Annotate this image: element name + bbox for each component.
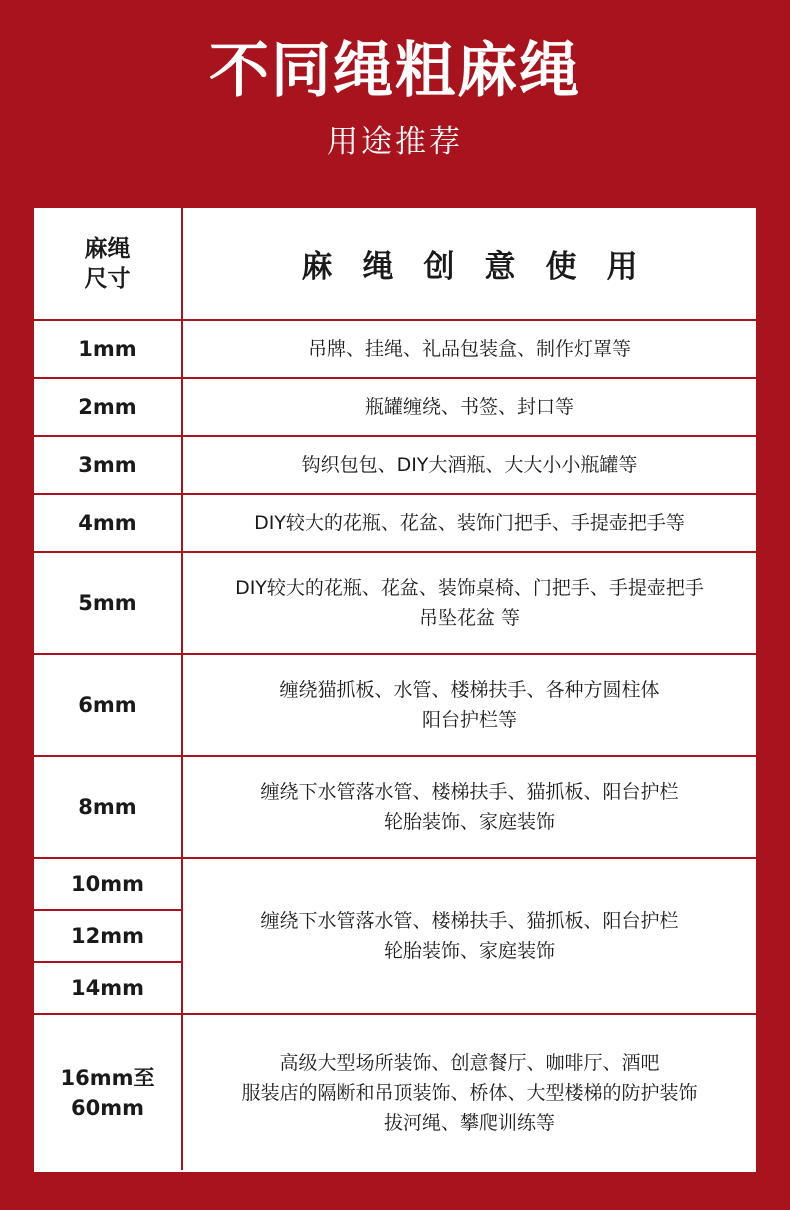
use-line: 轮胎装饰、家庭装饰	[383, 940, 555, 962]
usage-table-container	[34, 208, 756, 1172]
use-line: DIY较大的花瓶、花盆、装饰桌椅、门把手、手提壶把手	[235, 577, 704, 599]
table-row	[34, 436, 756, 494]
table-row	[34, 552, 756, 654]
table-row	[34, 494, 756, 552]
usage-table	[34, 208, 756, 1170]
header-size-line1: 麻绳	[84, 235, 131, 262]
use-cell	[182, 494, 756, 552]
page-subtitle: 用途推荐	[327, 124, 463, 160]
table-row	[34, 1014, 756, 1170]
size-cell: 14mm	[34, 962, 182, 1014]
use-line: 缠绕下水管落水管、楼梯扶手、猫抓板、阳台护栏	[260, 781, 679, 803]
use-line: 吊牌、挂绳、礼品包装盒、制作灯罩等	[307, 338, 631, 360]
table-row	[34, 378, 756, 436]
table-row	[34, 858, 756, 910]
use-line: 拔河绳、攀爬训练等	[383, 1111, 555, 1134]
size-cell	[34, 1014, 182, 1170]
size-cell: 2mm	[34, 378, 182, 436]
size-line: 60mm	[71, 1095, 144, 1120]
size-cell: 6mm	[34, 654, 182, 756]
table-header-row	[34, 208, 756, 320]
size-cell: 5mm	[34, 552, 182, 654]
use-cell	[182, 320, 756, 378]
table-row	[34, 756, 756, 858]
use-line: 阳台护栏等	[421, 709, 517, 731]
use-cell	[182, 1014, 756, 1170]
use-cell	[182, 552, 756, 654]
header-use-cell: 麻绳创意使用	[182, 208, 756, 320]
page-title: 不同绳粗麻绳	[209, 36, 581, 106]
use-cell	[182, 858, 756, 1014]
use-line: 钩织包包、DIY大酒瓶、大大小小瓶罐等	[301, 454, 638, 476]
use-line: 瓶罐缠绕、书签、封口等	[364, 396, 574, 418]
table-row	[34, 654, 756, 756]
header-size-line2: 尺寸	[84, 265, 131, 292]
size-cell: 10mm	[34, 858, 182, 910]
header-size-cell	[34, 208, 182, 320]
use-line: 缠绕下水管落水管、楼梯扶手、猫抓板、阳台护栏	[260, 910, 679, 932]
size-cell: 8mm	[34, 756, 182, 858]
use-line: 吊坠花盆 等	[418, 607, 521, 629]
use-cell	[182, 654, 756, 756]
size-line: 16mm至	[60, 1065, 155, 1090]
size-cell: 3mm	[34, 436, 182, 494]
table-row	[34, 320, 756, 378]
use-cell	[182, 436, 756, 494]
size-cell: 4mm	[34, 494, 182, 552]
use-line: 服装店的隔断和吊顶装饰、桥体、大型楼梯的防护装饰	[241, 1081, 698, 1104]
use-cell	[182, 756, 756, 858]
use-cell	[182, 378, 756, 436]
use-line: 高级大型场所装饰、创意餐厅、咖啡厅、酒吧	[279, 1051, 660, 1074]
use-line: DIY较大的花瓶、花盆、装饰门把手、手提壶把手等	[254, 512, 685, 534]
use-line: 缠绕猫抓板、水管、楼梯扶手、各种方圆柱体	[279, 679, 660, 701]
size-cell: 1mm	[34, 320, 182, 378]
size-cell: 12mm	[34, 910, 182, 962]
use-line: 轮胎装饰、家庭装饰	[383, 811, 555, 833]
